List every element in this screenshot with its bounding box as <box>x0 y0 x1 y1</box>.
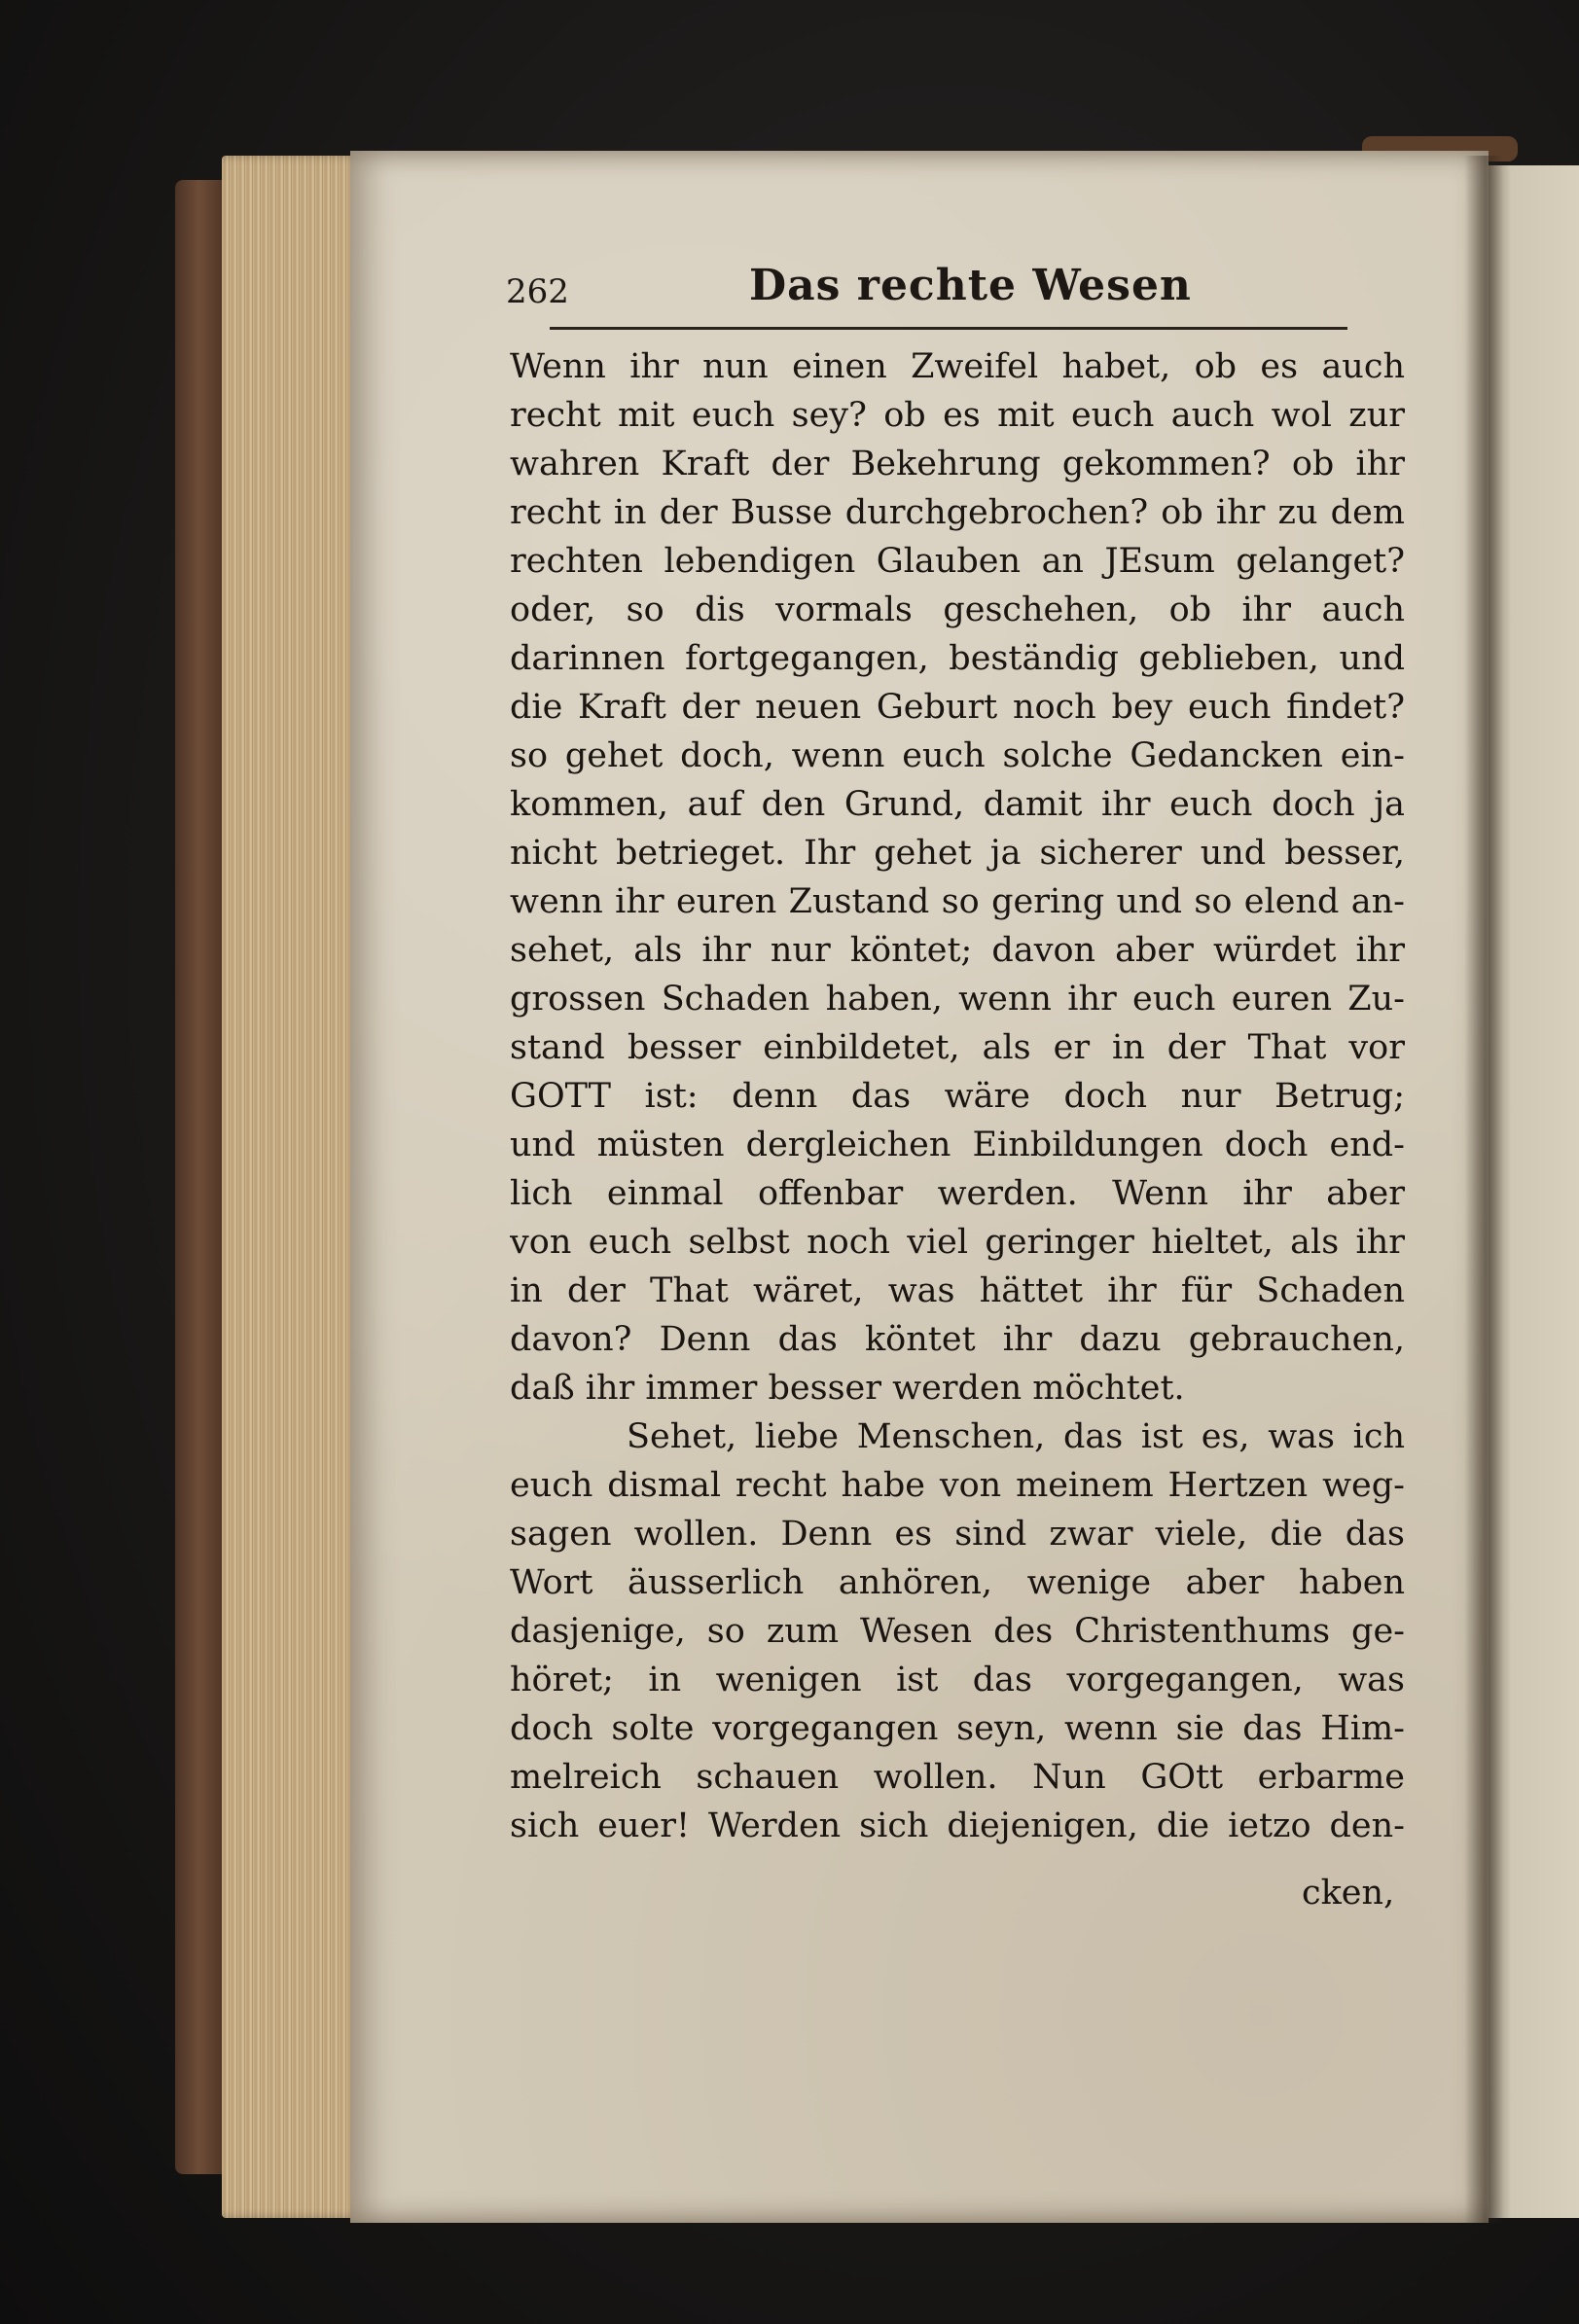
body-text <box>510 342 1405 1850</box>
text-line: euch dismal recht habe von meinem Hertzen weg- <box>510 1466 1405 1505</box>
text-line: so gehet doch, wenn euch solche Gedancken ein- <box>510 736 1405 775</box>
text-line: die Kraft der neuen Geburt noch bey euch findet? <box>510 688 1405 727</box>
text-line: recht mit euch sey? ob es mit euch auch wol zur <box>510 396 1405 435</box>
page-gutter <box>1464 156 1503 2223</box>
text-line: daß ihr immer besser werden möchtet. <box>510 1369 1185 1408</box>
text-line: dasjenige, so zum Wesen des Christenthums ge- <box>510 1612 1405 1651</box>
text-line: sehet, als ihr nur köntet; davon aber würdet ihr <box>510 931 1405 970</box>
text-line: rechten lebendigen Glauben an JEsum gelanget? <box>510 542 1405 581</box>
text-line: stand besser einbildetet, als er in der That vor <box>510 1028 1405 1067</box>
paragraph-1 <box>510 342 1405 1412</box>
text-line: sich euer! Werden sich diejenigen, die ietzo den- <box>510 1806 1405 1845</box>
text-line: wenn ihr euren Zustand so gering und so elend an- <box>510 882 1405 921</box>
paragraph-2 <box>510 1412 1405 1850</box>
header-rule <box>550 327 1347 330</box>
text-line: in der That wäret, was hättet ihr für Schaden <box>510 1271 1405 1310</box>
text-line: grossen Schaden haben, wenn ihr euch euren Zu- <box>510 980 1405 1019</box>
running-title: Das rechte Wesen <box>749 261 1192 310</box>
text-line: Sehet, liebe Menschen, das ist es, was ich <box>627 1417 1405 1456</box>
page-number: 262 <box>506 272 569 311</box>
page-header <box>506 261 1343 319</box>
text-line: wahren Kraft der Bekehrung gekommen? ob ihr <box>510 445 1405 483</box>
text-line: kommen, auf den Grund, damit ihr euch doch ja <box>510 785 1405 824</box>
text-line: höret; in wenigen ist das vorgegangen, was <box>510 1661 1405 1699</box>
text-line: lich einmal offenbar werden. Wenn ihr aber <box>510 1174 1405 1213</box>
text-line: melreich schauen wollen. Nun GOtt erbarme <box>510 1758 1405 1797</box>
text-line: nicht betrieget. Ihr gehet ja sicherer und besser, <box>510 834 1405 873</box>
text-line: Wort äusserlich anhören, wenige aber haben <box>510 1563 1405 1602</box>
text-line: GOTT ist: denn das wäre doch nur Betrug; <box>510 1077 1405 1116</box>
text-line: recht in der Busse durchgebrochen? ob ihr zu dem <box>510 493 1405 532</box>
text-line: von euch selbst noch viel geringer hieltet, als ihr <box>510 1223 1405 1262</box>
text-line: davon? Denn das köntet ihr dazu gebrauchen, <box>510 1320 1405 1359</box>
text-line: Wenn ihr nun einen Zweifel habet, ob es auch <box>510 347 1405 386</box>
text-line: darinnen fortgegangen, beständig geblieben, und <box>510 639 1405 678</box>
text-line: sagen wollen. Denn es sind zwar viele, die das <box>510 1515 1405 1554</box>
text-line: oder, so dis vormals geschehen, ob ihr auch <box>510 590 1405 629</box>
text-line: doch solte vorgegangen seyn, wenn sie das Him- <box>510 1709 1405 1748</box>
text-line: und müsten dergleichen Einbildungen doch end- <box>510 1126 1405 1164</box>
catchword: cken, <box>1302 1874 1395 1913</box>
page-edges <box>222 156 368 2218</box>
